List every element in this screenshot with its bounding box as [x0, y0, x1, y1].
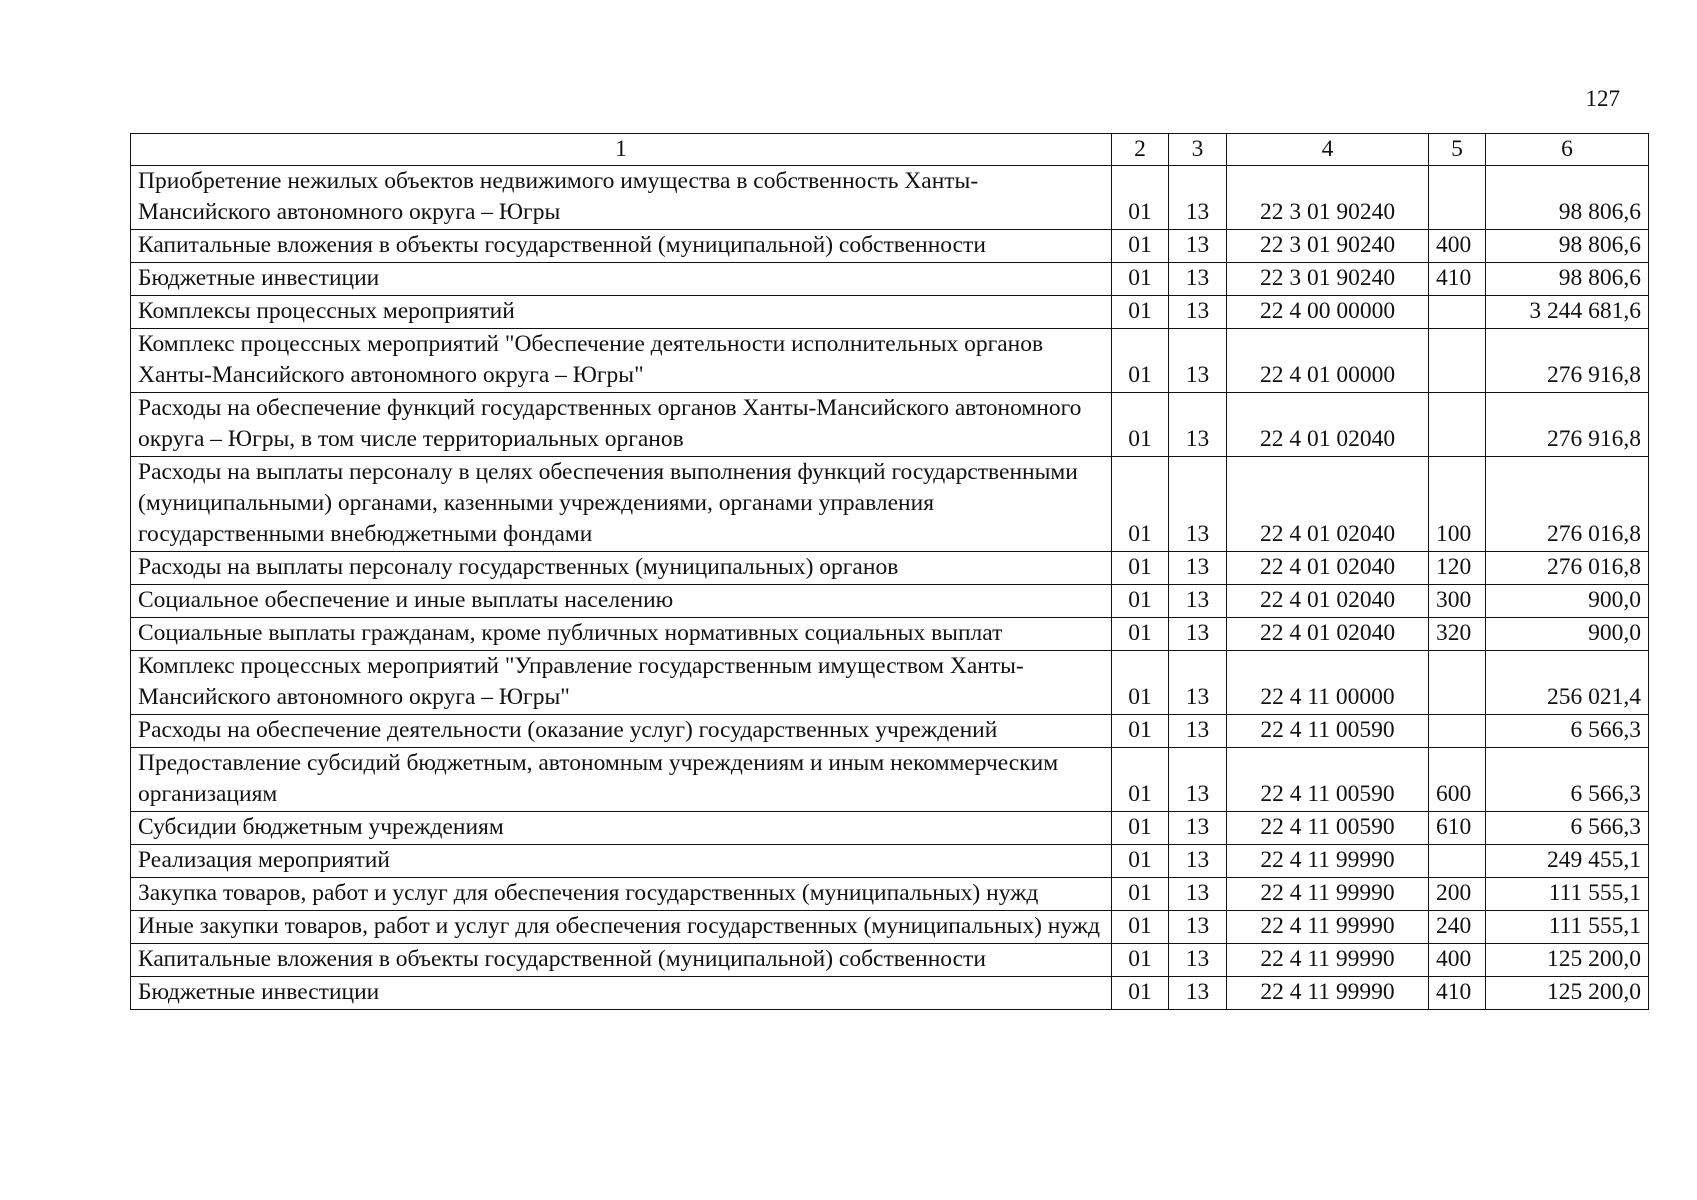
- section-cell: 01: [1112, 977, 1169, 1010]
- expense-type-cell: 410: [1429, 977, 1486, 1010]
- row-name-cell: Социальные выплаты гражданам, кроме публичных нормативных социальных выплат: [131, 618, 1112, 651]
- row-name-cell: Социальное обеспечение и иные выплаты населению: [131, 585, 1112, 618]
- amount-cell: 3 244 681,6: [1486, 296, 1649, 329]
- section-cell: 01: [1112, 457, 1169, 552]
- expense-type-cell: 610: [1429, 812, 1486, 845]
- target-code-cell: 22 4 01 02040: [1227, 618, 1429, 651]
- row-name-cell: Капитальные вложения в объекты государственной (муниципальной) собственности: [131, 230, 1112, 263]
- section-cell: 01: [1112, 393, 1169, 457]
- amount-cell: 6 566,3: [1486, 715, 1649, 748]
- subsection-cell: 13: [1169, 911, 1227, 944]
- amount-cell: 98 806,6: [1486, 166, 1649, 230]
- row-name-cell: Иные закупки товаров, работ и услуг для обеспечения государственных (муниципальных) нужд: [131, 911, 1112, 944]
- row-name-cell: Расходы на выплаты персоналу государственных (муниципальных) органов: [131, 552, 1112, 585]
- target-code-cell: 22 4 11 00000: [1227, 651, 1429, 715]
- table-row: [131, 845, 1649, 878]
- amount-cell: 125 200,0: [1486, 977, 1649, 1010]
- column-header-4: 4: [1227, 134, 1429, 166]
- target-code-cell: 22 4 11 99990: [1227, 845, 1429, 878]
- row-name-cell: Комплекс процессных мероприятий "Обеспечение деятельности исполнительных органов Ханты-Мансийского автономного округа – Югры": [131, 329, 1112, 393]
- expense-type-cell: 200: [1429, 878, 1486, 911]
- table-body: [131, 166, 1649, 1010]
- subsection-cell: 13: [1169, 618, 1227, 651]
- expense-type-cell: [1429, 296, 1486, 329]
- budget-table: [130, 133, 1649, 1010]
- table-row: [131, 651, 1649, 715]
- subsection-cell: 13: [1169, 977, 1227, 1010]
- target-code-cell: 22 4 11 00590: [1227, 748, 1429, 812]
- section-cell: 01: [1112, 618, 1169, 651]
- page-number: 127: [1585, 86, 1620, 111]
- target-code-cell: 22 4 01 02040: [1227, 552, 1429, 585]
- target-code-cell: 22 4 01 02040: [1227, 457, 1429, 552]
- expense-type-cell: 400: [1429, 230, 1486, 263]
- row-name-cell: Расходы на обеспечение функций государственных органов Ханты-Мансийского автономного округа – Югры, в том числе территориальных органов: [131, 393, 1112, 457]
- amount-cell: 249 455,1: [1486, 845, 1649, 878]
- expense-type-cell: 100: [1429, 457, 1486, 552]
- amount-cell: 111 555,1: [1486, 878, 1649, 911]
- row-name-cell: Бюджетные инвестиции: [131, 977, 1112, 1010]
- target-code-cell: 22 4 00 00000: [1227, 296, 1429, 329]
- expense-type-cell: 400: [1429, 944, 1486, 977]
- amount-cell: 900,0: [1486, 618, 1649, 651]
- target-code-cell: 22 4 11 00590: [1227, 715, 1429, 748]
- section-cell: 01: [1112, 845, 1169, 878]
- section-cell: 01: [1112, 715, 1169, 748]
- table-row: [131, 812, 1649, 845]
- row-name-cell: Капитальные вложения в объекты государственной (муниципальной) собственности: [131, 944, 1112, 977]
- amount-cell: 98 806,6: [1486, 230, 1649, 263]
- expense-type-cell: 410: [1429, 263, 1486, 296]
- table-row: [131, 457, 1649, 552]
- amount-cell: 276 016,8: [1486, 552, 1649, 585]
- row-name-cell: Реализация мероприятий: [131, 845, 1112, 878]
- row-name-cell: Комплексы процессных мероприятий: [131, 296, 1112, 329]
- section-cell: 01: [1112, 296, 1169, 329]
- target-code-cell: 22 4 01 02040: [1227, 393, 1429, 457]
- amount-cell: 111 555,1: [1486, 911, 1649, 944]
- target-code-cell: 22 4 11 99990: [1227, 944, 1429, 977]
- table-row: [131, 166, 1649, 230]
- expense-type-cell: [1429, 845, 1486, 878]
- column-header-5: 5: [1429, 134, 1486, 166]
- amount-cell: 6 566,3: [1486, 748, 1649, 812]
- subsection-cell: 13: [1169, 296, 1227, 329]
- subsection-cell: 13: [1169, 812, 1227, 845]
- target-code-cell: 22 4 11 99990: [1227, 977, 1429, 1010]
- subsection-cell: 13: [1169, 393, 1227, 457]
- subsection-cell: 13: [1169, 878, 1227, 911]
- section-cell: 01: [1112, 166, 1169, 230]
- amount-cell: 256 021,4: [1486, 651, 1649, 715]
- table-row: [131, 911, 1649, 944]
- subsection-cell: 13: [1169, 748, 1227, 812]
- target-code-cell: 22 4 01 00000: [1227, 329, 1429, 393]
- section-cell: 01: [1112, 748, 1169, 812]
- target-code-cell: 22 3 01 90240: [1227, 230, 1429, 263]
- row-name-cell: Расходы на обеспечение деятельности (оказание услуг) государственных учреждений: [131, 715, 1112, 748]
- amount-cell: 125 200,0: [1486, 944, 1649, 977]
- row-name-cell: Комплекс процессных мероприятий "Управление государственным имуществом Ханты-Мансийского автономного округа – Югры": [131, 651, 1112, 715]
- table-row: [131, 296, 1649, 329]
- expense-type-cell: [1429, 393, 1486, 457]
- column-header-1: 1: [131, 134, 1112, 166]
- subsection-cell: 13: [1169, 329, 1227, 393]
- header-row: [131, 134, 1649, 166]
- row-name-cell: Субсидии бюджетным учреждениям: [131, 812, 1112, 845]
- subsection-cell: 13: [1169, 715, 1227, 748]
- subsection-cell: 13: [1169, 845, 1227, 878]
- target-code-cell: 22 4 01 02040: [1227, 585, 1429, 618]
- row-name-cell: Расходы на выплаты персоналу в целях обеспечения выполнения функций государственными (муниципальными) органами, казенными учреждениями, органами управления государственными внебюджетными фондами: [131, 457, 1112, 552]
- column-header-6: 6: [1486, 134, 1649, 166]
- column-header-3: 3: [1169, 134, 1227, 166]
- target-code-cell: 22 4 11 99990: [1227, 911, 1429, 944]
- expense-type-cell: [1429, 651, 1486, 715]
- amount-cell: 6 566,3: [1486, 812, 1649, 845]
- expense-type-cell: 120: [1429, 552, 1486, 585]
- subsection-cell: 13: [1169, 651, 1227, 715]
- subsection-cell: 13: [1169, 944, 1227, 977]
- table-row: [131, 393, 1649, 457]
- table-row: [131, 230, 1649, 263]
- amount-cell: 900,0: [1486, 585, 1649, 618]
- amount-cell: 276 916,8: [1486, 393, 1649, 457]
- section-cell: 01: [1112, 585, 1169, 618]
- expense-type-cell: 240: [1429, 911, 1486, 944]
- expense-type-cell: 300: [1429, 585, 1486, 618]
- table-row: [131, 618, 1649, 651]
- subsection-cell: 13: [1169, 166, 1227, 230]
- expense-type-cell: 320: [1429, 618, 1486, 651]
- expense-type-cell: 600: [1429, 748, 1486, 812]
- row-name-cell: Приобретение нежилых объектов недвижимого имущества в собственность Ханты-Мансийского автономного округа – Югры: [131, 166, 1112, 230]
- table-row: [131, 748, 1649, 812]
- table-row: [131, 944, 1649, 977]
- table-row: [131, 329, 1649, 393]
- section-cell: 01: [1112, 911, 1169, 944]
- table-row: [131, 585, 1649, 618]
- row-name-cell: Предоставление субсидий бюджетным, автономным учреждениям и иным некоммерческим организациям: [131, 748, 1112, 812]
- expense-type-cell: [1429, 715, 1486, 748]
- subsection-cell: 13: [1169, 552, 1227, 585]
- target-code-cell: 22 4 11 99990: [1227, 878, 1429, 911]
- section-cell: 01: [1112, 812, 1169, 845]
- section-cell: 01: [1112, 329, 1169, 393]
- section-cell: 01: [1112, 944, 1169, 977]
- target-code-cell: 22 3 01 90240: [1227, 166, 1429, 230]
- subsection-cell: 13: [1169, 230, 1227, 263]
- subsection-cell: 13: [1169, 585, 1227, 618]
- table-row: [131, 878, 1649, 911]
- subsection-cell: 13: [1169, 263, 1227, 296]
- section-cell: 01: [1112, 552, 1169, 585]
- amount-cell: 98 806,6: [1486, 263, 1649, 296]
- target-code-cell: 22 4 11 00590: [1227, 812, 1429, 845]
- row-name-cell: Закупка товаров, работ и услуг для обеспечения государственных (муниципальных) нужд: [131, 878, 1112, 911]
- expense-type-cell: [1429, 166, 1486, 230]
- section-cell: 01: [1112, 651, 1169, 715]
- target-code-cell: 22 3 01 90240: [1227, 263, 1429, 296]
- section-cell: 01: [1112, 878, 1169, 911]
- table-header: [131, 134, 1649, 166]
- table-row: [131, 977, 1649, 1010]
- section-cell: 01: [1112, 263, 1169, 296]
- table-row: [131, 552, 1649, 585]
- subsection-cell: 13: [1169, 457, 1227, 552]
- section-cell: 01: [1112, 230, 1169, 263]
- row-name-cell: Бюджетные инвестиции: [131, 263, 1112, 296]
- amount-cell: 276 916,8: [1486, 329, 1649, 393]
- table-row: [131, 263, 1649, 296]
- column-header-2: 2: [1112, 134, 1169, 166]
- table-row: [131, 715, 1649, 748]
- expense-type-cell: [1429, 329, 1486, 393]
- amount-cell: 276 016,8: [1486, 457, 1649, 552]
